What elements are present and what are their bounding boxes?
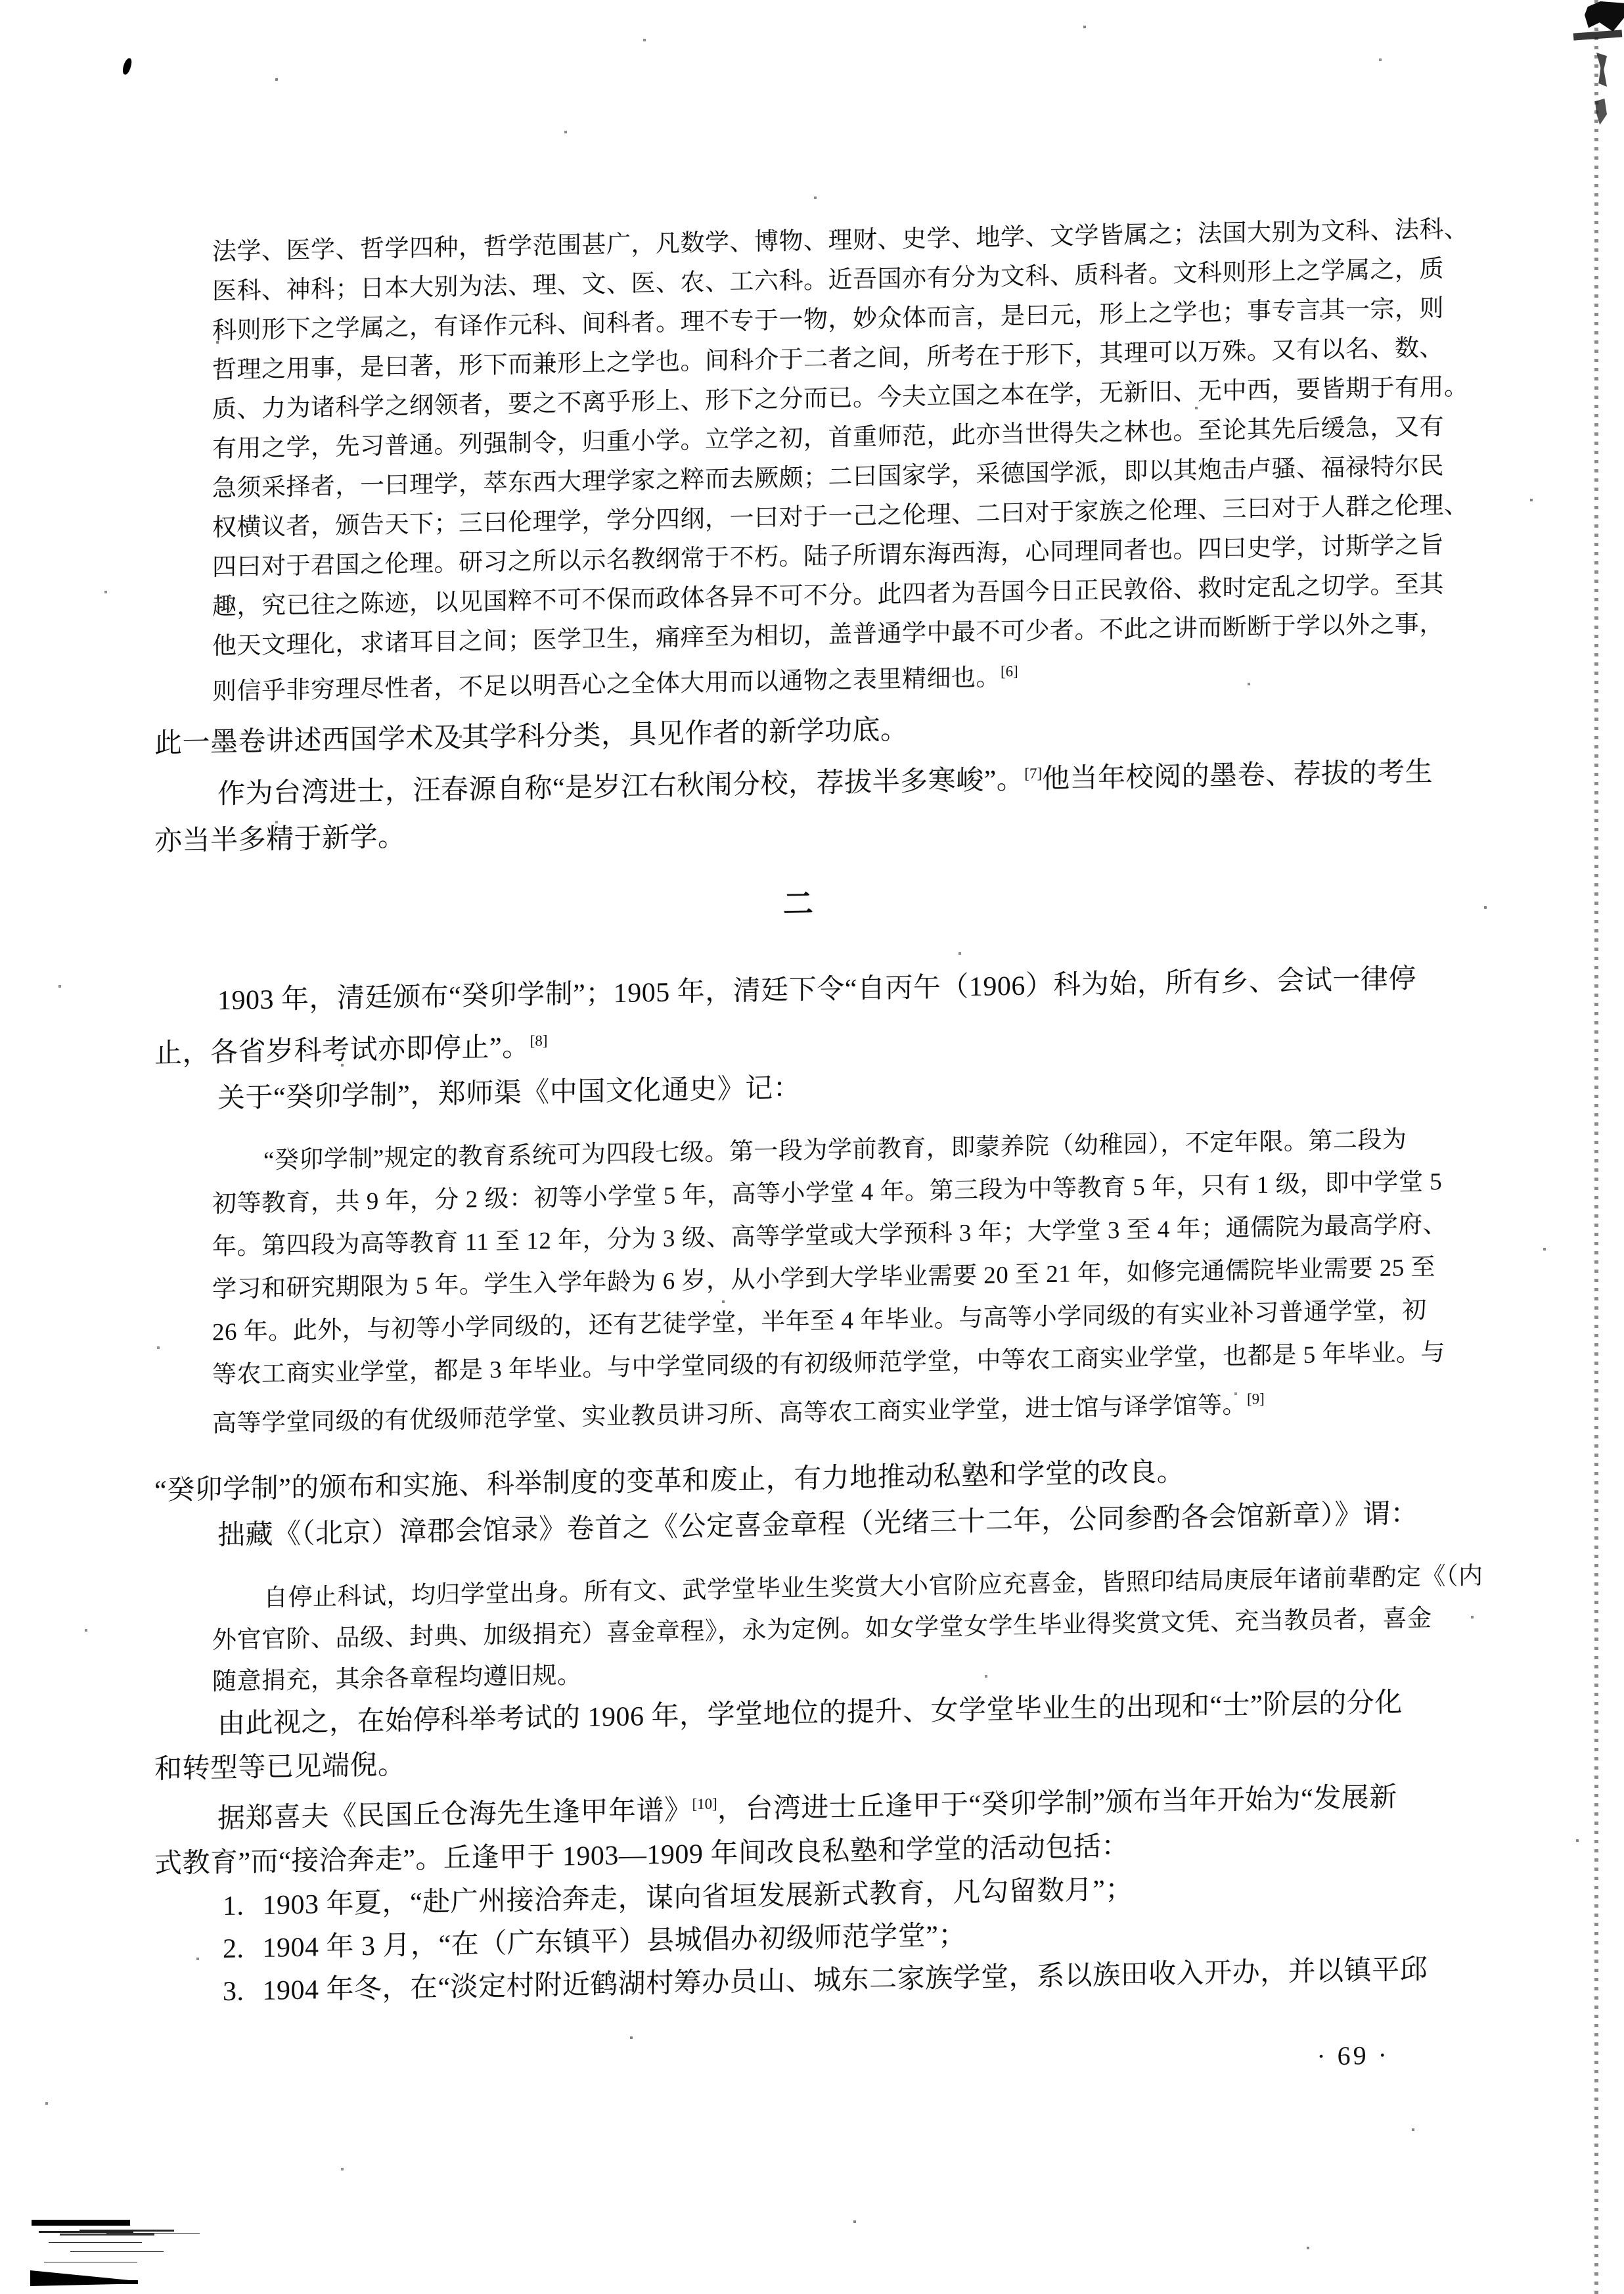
text-line: 质、力为诸科学之纲领者，要之不离乎形上、形下之分而已。今夫立国之本在学，无新旧、无中西，要皆期于有用。 <box>212 373 1469 424</box>
text-line: 外官官阶、品级、封典、加级捐充）喜金章程》，永为定例。如女学堂女学生毕业得奖赏文凭、充当教员者，喜金 <box>212 1605 1432 1655</box>
text-line: “癸卯学制”规定的教育系统可为四段七级。第一段为学前教育，即蒙养院（幼稚园），不定年限。第二段为 <box>263 1126 1407 1175</box>
text-line: 医科、神科；日本大别为法、理、文、医、农、工六科。近吾国亦有分为文科、质科者。文科则形上之学属之，质 <box>212 256 1444 306</box>
text-line: 此一墨卷讲述西国学术及其学科分类，具见作者的新学功底。 <box>154 715 909 760</box>
scan-speckles <box>0 0 1 1</box>
footnote-marker: [6] <box>1001 662 1018 680</box>
text-line: 等农工商实业学堂，都是 3 年毕业。与中学堂同级的有初级师范学堂，中等农工商实业学堂，也都是 5 年毕业。与 <box>212 1339 1445 1389</box>
scan-edge-noise <box>1594 0 1598 2294</box>
text-line: 拙藏《（北京）漳郡会馆录》卷首之《公定喜金章程（光绪三十二年，公同参酌各会馆新章）》谓： <box>217 1498 1419 1551</box>
text-line: 自停止科试，均归学堂出身。所有文、武学堂毕业生奖赏大小官阶应充喜金，皆照印结局庚辰年诸前辈酌定《（内 <box>263 1562 1483 1612</box>
text-line: 他天文理化，求诸耳目之间；医学卫生，痛痒至为相切，盖普通学中最不可少者。不此之讲而断断于学以外之事， <box>212 610 1444 660</box>
stray-ink-mark <box>122 57 133 76</box>
scan-corner-wedge <box>30 2270 129 2286</box>
section-heading: 二 <box>783 886 813 921</box>
zheng-shiqu-quote <box>212 1118 1470 1446</box>
list-item-number: 3. <box>223 1976 244 2007</box>
footnote-marker: [7] <box>1024 765 1043 783</box>
text-line: 权横议者，颁告天下；三曰伦理学，学分四纲，一曰对于一己之伦理、二曰对于家族之伦理、三曰对于人群之伦理、 <box>212 492 1469 542</box>
list-item-number: 1. <box>223 1891 244 1921</box>
list-item-text: 1903 年夏，“赴广州接洽奔走，谋向省垣发展新式教育，凡勾留数月”； <box>262 1874 1133 1921</box>
list-item-number: 2. <box>223 1933 244 1964</box>
scan-corner-noise-line <box>32 2220 130 2226</box>
text-line: 趣，究已往之陈迹，以见国粹不可不保而政体各异不可不分。此四者为吾国今日正民敦俗、救时定乱之切学。至其 <box>212 571 1444 621</box>
text-line: 有用之学，先习普通。列强制令，归重小学。立学之初，首重师范，此亦当世得失之林也。至论其先后缓急，又有 <box>212 413 1444 463</box>
examination-essay-quote <box>212 210 1470 712</box>
scan-edge-blob <box>1585 1 1624 32</box>
text-line: 哲理之用事，是曰著，形下而兼形上之学也。间科介于二者之间，所考在于形下，其理可以万殊。又有以名、数、 <box>212 334 1444 384</box>
page-text-column <box>154 0 1483 2093</box>
text-line: 26 年。此外，与初等小学同级的，还有艺徒学堂，半年至 4 年毕业。与高等小学同级的有实业补习普通学堂，初 <box>212 1296 1427 1346</box>
text-line: 作为台湾进士，汪春源自称“是岁江右秋闱分校，荐拔半多寒峻”。[7]他当年校阅的墨卷、荐拔的考生 <box>217 757 1433 810</box>
text-line: 四曰对于君国之伦理。研习之所以示名教纲常于不朽。陆子所谓东海西海，心同理同者也。四曰史学，讨斯学之旨 <box>212 532 1444 582</box>
activity-list <box>154 1862 1468 2015</box>
text-line: 关于“癸卯学制”，郑师渠《中国文化通史》记： <box>217 1073 801 1114</box>
list-item-text: 1904 年 3 月，“在（广东镇平）县城倡办初级师范学堂”； <box>262 1920 966 1963</box>
text-line: 据郑喜夫《民国丘仓海先生逢甲年谱》[10]，台湾进士丘逢甲于“癸卯学制”颁布当年开始为“发展新 <box>217 1781 1397 1834</box>
text-line: 随意捐充，其余各章程均遵旧规。 <box>212 1661 582 1696</box>
text-line: 止，各省岁科考试亦即停止”。[8] <box>154 1032 548 1070</box>
footnote-marker: [10] <box>692 1795 717 1812</box>
text-line: 初等教育，共 9 年，分 2 级：初等小学堂 5 年，高等小学堂 4 年。第三段为中等教育 5 年，只有 1 级，即中学堂 5 <box>212 1168 1443 1218</box>
text-line: 科则形下之学属之，有译作元科、间科者。理不专于一物，妙众体而言，是曰元，形上之学也；事专言其一宗，则 <box>212 295 1444 345</box>
text-line: 亦当半多精于新学。 <box>154 822 406 858</box>
text-line: 年。第四段为高等教育 11 至 12 年，分为 3 级、高等学堂或大学预科 3 年；大学堂 3 至 4 年；通儒院为最高学府、 <box>212 1211 1448 1261</box>
scan-corner-wedge-tail <box>124 2280 138 2284</box>
text-line: 1903 年，清廷颁布“癸卯学制”；1905 年，清廷下令“自丙午（1906）科为始，所有乡、会试一律停 <box>217 964 1416 1017</box>
text-line: 高等学堂同级的有优级师范学堂、实业教员讲习所、高等农工商实业学堂，进士馆与译学馆等。[9] <box>212 1390 1265 1438</box>
text-line: 则信乎非穷理尽性者，不足以明吾心之全体大用而以通物之表里精细也。[6] <box>212 662 1018 706</box>
text-line: “癸卯学制”的颁布和实施、科举制度的变革和废止，有力地推动私塾和学堂的改良。 <box>154 1456 1185 1506</box>
footnote-marker: [9] <box>1247 1390 1265 1408</box>
text-line: 法学、医学、哲学四种，哲学范围甚广，凡数学、博物、理财、史学、地学、文学皆属之；法国大别为文科、法科、 <box>212 216 1469 266</box>
text-line: 式教育”而“接洽奔走”。丘逢甲于 1903—1909 年间改良私塾和学堂的活动包括： <box>154 1831 1129 1879</box>
text-line: 和转型等已见端倪。 <box>154 1749 406 1785</box>
xijin-regulations-quote <box>212 1555 1483 1703</box>
text-line: 学习和研究期限为 5 年。学生入学年龄为 6 岁，从小学到大学毕业需要 20 至 21 年，如修完通儒院毕业需要 25 至 <box>212 1254 1435 1304</box>
footnote-marker: [8] <box>530 1032 548 1049</box>
text-line: 由此视之，在始停科举考试的 1906 年，学堂地位的提升、女学堂毕业生的出现和“士”阶层的分化 <box>217 1687 1403 1739</box>
page-number: · 69 · <box>1317 2040 1389 2071</box>
text-line: 急须采择者，一曰理学，萃东西大理学家之粹而去厥颇；二曰国家学，采德国学派，即以其炮击卢骚、福禄特尔民 <box>212 453 1444 503</box>
list-item-text: 1904 年冬，在“淡定村附近鹤湖村筹办员山、城东二家族学堂，系以族田收入开办，并以镇平邱 <box>262 1954 1428 2006</box>
